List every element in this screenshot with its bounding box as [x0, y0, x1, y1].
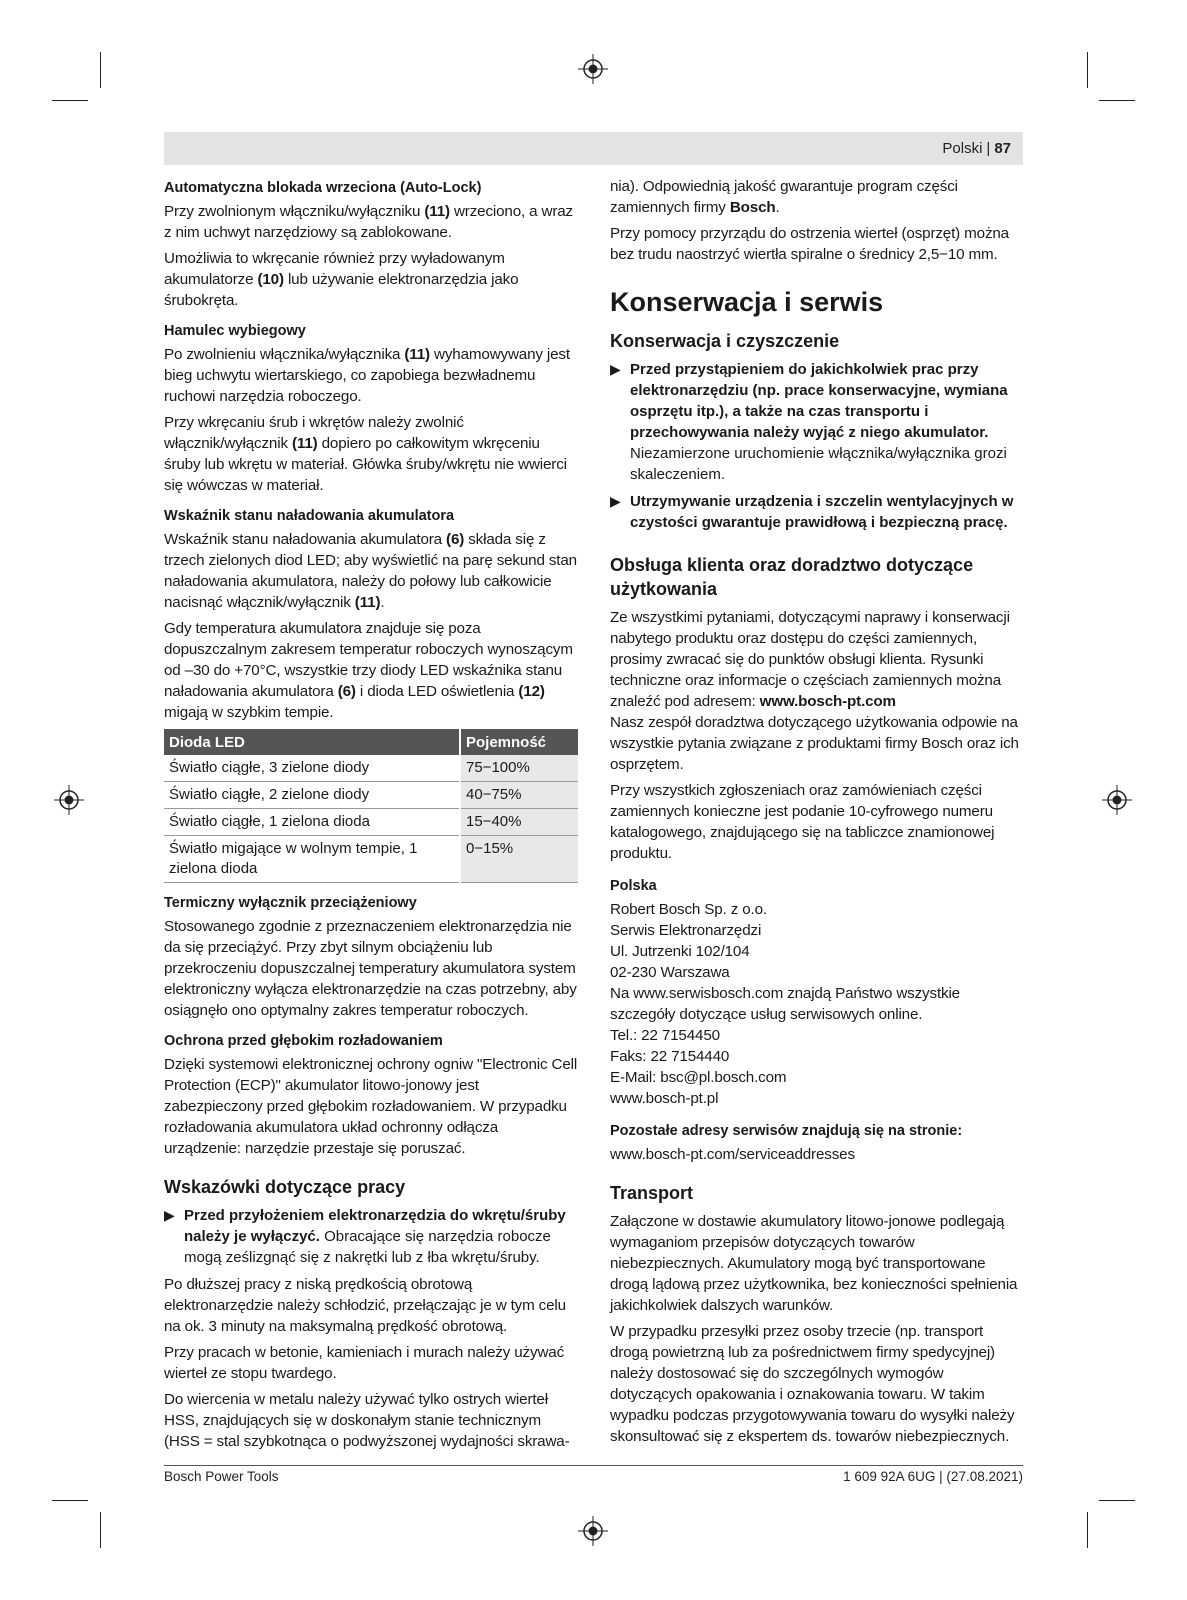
table-row — [164, 809, 578, 836]
chapter-heading: Konserwacja i serwis — [610, 287, 884, 317]
section-heading: Konserwacja i czyszczenie — [610, 331, 840, 351]
section-title: Wskaźnik stanu naładowania akumulatora — [164, 508, 455, 524]
header-text — [942, 140, 1011, 157]
crop-mark — [52, 100, 88, 101]
registration-mark-icon — [578, 54, 608, 84]
triangle-bullet-icon: ▶ — [610, 361, 621, 377]
header-separator: | — [986, 140, 991, 157]
table-cell: Światło ciągłe, 1 zielona dioda — [164, 809, 460, 836]
crop-mark — [52, 1500, 88, 1501]
paragraph: Ze wszystkimi pytaniami, dotyczącymi naprawy i konserwacji nabytego produktu oraz dostępu do części zamiennych, prosimy zwracać się do punktów obsługi klienta. Rysunki techniczne oraz informacje o częściach zamiennych można znaleźć pod adresem: www.bosch-pt.com — [610, 609, 1010, 710]
section-title: Polska — [610, 878, 657, 894]
table-cell: 40−75% — [460, 782, 578, 809]
paragraph: Do wiercenia w metalu należy używać tylko ostrych wierteł HSS, znajdujących się w doskonałym stanie technicznym (HSS = stal szybkotnąca o podwyższonej wydajności skrawa- — [164, 1391, 570, 1450]
table-cell: Światło migające w wolnym tempie, 1 zielona dioda — [164, 836, 460, 883]
paragraph: Przy wkręcaniu śrub i wkrętów należy zwolnić włącznik/wyłącznik (11) dopiero po całkowitym wkręceniu śruby lub wkrętu w materiał. Główka śruby/wkrętu nie wwierci się wówczas w materiał. — [164, 414, 567, 494]
paragraph: Przy wszystkich zgłoszeniach oraz zamówieniach części zamiennych konieczne jest podanie 10-cyfrowego numeru katalogowego, znajdującego się na tabliczce znamionowej produktu. — [610, 782, 995, 862]
paragraph: Przy zwolnionym włączniku/wyłączniku (11) wrzeciono, a wraz z nim uchwyt narzędziowy są zablokowane. — [164, 203, 573, 241]
crop-mark — [1087, 52, 1088, 88]
table-cell: Światło ciągłe, 3 zielone diody — [164, 755, 460, 782]
section-title: Ochrona przed głębokim rozładowaniem — [164, 1033, 443, 1049]
table-header-cell: Dioda LED — [164, 729, 460, 755]
table-cell: 75−100% — [460, 755, 578, 782]
triangle-bullet-icon: ▶ — [610, 493, 621, 509]
table-cell: 15−40% — [460, 809, 578, 836]
left-column — [164, 176, 578, 1457]
table-row — [164, 836, 578, 883]
fax-line: Faks: 22 7154440 — [610, 1048, 730, 1065]
section-title: Pozostałe adresy serwisów znajdują się na stronie: — [610, 1123, 963, 1139]
crop-mark — [100, 52, 101, 88]
table-header-row — [164, 729, 578, 755]
section-heading: Transport — [610, 1183, 694, 1203]
paragraph: Po zwolnieniu włącznika/wyłącznika (11) wyhamowywany jest bieg uchwytu wiertarskiego, co zapobiega bezwładnemu ruchowi narzędzia roboczego. — [164, 346, 570, 405]
crop-mark — [1099, 100, 1135, 101]
paragraph: W przypadku przesyłki przez osoby trzecie (np. transport drogą powietrzną lub za pośrednictwem firmy spedycyjnej) należy dostosować się do szczególnych wymogów dotyczących opakowania i oznakowania towaru. W takim wypadku podczas przygotowywania towaru do wysyłki należy skonsultować się z ekspertem ds. towarów niebezpiecznych. — [610, 1323, 1015, 1445]
paragraph: Gdy temperatura akumulatora znajduje się poza dopuszczalnym zakresem temperatur roboczych wynoszącym od –30 do +70°C, wszystkie trzy diody LED wskaźnika stanu naładowania akumulatora (6) i dioda LED oświetlenia (12) migają w szybkim tempie. — [164, 620, 573, 721]
section-heading: Wskazówki dotyczące pracy — [164, 1177, 406, 1197]
address-line: 02-230 Warszawa — [610, 964, 730, 981]
triangle-bullet-icon: ▶ — [164, 1207, 175, 1223]
registration-mark-icon — [54, 785, 84, 815]
paragraph: nia). Odpowiednią jakość gwarantuje program części zamiennych firmy Bosch. — [610, 178, 958, 216]
bullet-item: ▶ Utrzymywanie urządzenia i szczelin wentylacyjnych w czystości gwarantuje prawidłową i bezpieczną pracę. — [610, 493, 1014, 531]
paragraph: Przy pracach w betonie, kamieniach i murach należy używać wierteł ze stopu twardego. — [164, 1344, 565, 1382]
table-row — [164, 755, 578, 782]
paragraph: Dzięki systemowi elektronicznej ochrony ogniw "Electronic Cell Protection (ECP)" akumulator litowo-jonowy jest zabezpieczony przed głębokim rozładowaniem. W przypadku rozładowania akumulatora układ ochronny odłącza urządzenie: narzędzie przestaje się poruszać. — [164, 1056, 578, 1157]
address-line: Serwis Elektronarzędzi — [610, 922, 762, 939]
address-line: Robert Bosch Sp. z o.o. — [610, 901, 767, 918]
section-heading: Obsługa klienta oraz doradztwo dotyczące użytkowania — [610, 555, 974, 599]
table-header-cell: Pojemność — [460, 729, 578, 755]
led-capacity-table — [164, 729, 578, 883]
page-number: 87 — [994, 140, 1011, 157]
crop-mark — [1087, 1512, 1088, 1548]
paragraph: Umożliwia to wkręcanie również przy wyładowanym akumulatorze (10) lub używanie elektronarzędzia jako śrubokręta. — [164, 250, 519, 309]
paragraph: Wskaźnik stanu naładowania akumulatora (6) składa się z trzech zielonych diod LED; aby wyświetlić na parę sekund stan naładowania akumulatora, należy do połowy lub całkowicie nacisnąć włącznik/wyłącznik (11). — [164, 531, 577, 611]
service-url: www.bosch-pt.com/serviceaddresses — [610, 1146, 855, 1163]
paragraph: Po dłuższej pracy z niską prędkością obrotową elektronarzędzie należy schłodzić, przełączając je w tym celu na ok. 3 minuty na maksymalną prędkość obrotową. — [164, 1276, 566, 1335]
footer-brand: Bosch Power Tools — [164, 1469, 279, 1484]
phone-line: Tel.: 22 7154450 — [610, 1027, 720, 1044]
paragraph: Nasz zespół doradztwa dotyczącego użytkowania odpowie na wszystkie pytania związane z produktami firmy Bosch oraz ich osprzętem. — [610, 714, 1019, 773]
page-header — [164, 132, 1023, 165]
section-title: Hamulec wybiegowy — [164, 323, 306, 339]
email-line: E-Mail: bsc@pl.bosch.com — [610, 1069, 787, 1086]
registration-mark-icon — [1102, 785, 1132, 815]
registration-mark-icon — [578, 1516, 608, 1546]
address-line: Na www.serwisbosch.com znajdą Państwo wszystkie szczegóły dotyczące usług serwisowych online. — [610, 985, 960, 1023]
table-row — [164, 782, 578, 809]
address-line: Ul. Jutrzenki 102/104 — [610, 943, 750, 960]
paragraph: Załączone w dostawie akumulatory litowo-jonowe podlegają wymaganiom przepisów dotyczących towarów niebezpiecznych. Akumulatory mogą być transportowane drogą lądową przez użytkownika, bez konieczności spełnienia jakichkolwiek dalszych warunków. — [610, 1213, 1018, 1314]
header-language: Polski — [942, 140, 983, 157]
footer-divider — [164, 1465, 1023, 1466]
bullet-item: ▶ Przed przyłożeniem elektronarzędzia do wkrętu/śruby należy je wyłączyć. Obracające się narzędzia robocze mogą ześlizgnąć się z nakrętki lub z łba wkrętu/śruby. — [164, 1207, 566, 1266]
paragraph: Stosowanego zgodnie z przeznaczeniem elektronarzędzia nie da się przeciążyć. Przy zbyt silnym obciążeniu lub przekroczeniu dopuszczalnej temperatury akumulatora system elektroniczny wyłącza elektronarzędzie na czas potrzebny, aby osiągnęło ono optymalny zakres temperatur roboczych. — [164, 918, 577, 1019]
website-link[interactable]: www.bosch-pt.com — [759, 693, 896, 710]
crop-mark — [100, 1512, 101, 1548]
bullet-item: ▶ Przed przystąpieniem do jakichkolwiek prac przy elektronarzędziu (np. prace konserwacyjne, wymiana osprzętu itp.), a także na czas transportu i przechowywania należy wyjąć z niego akumulator. Niezamierzone uruchomienie włącznika/wyłącznika grozi skaleczeniem. — [610, 361, 1008, 483]
website-line: www.bosch-pt.pl — [610, 1090, 719, 1107]
paragraph: Przy pomocy przyrządu do ostrzenia wierteł (osprzęt) można bez trudu naostrzyć wiertła spiralne o średnicy 2,5−10 mm. — [610, 225, 1009, 263]
right-column — [610, 176, 1023, 1452]
crop-mark — [1099, 1500, 1135, 1501]
section-title: Automatyczna blokada wrzeciona (Auto-Lock) — [164, 180, 482, 196]
section-title: Termiczny wyłącznik przeciążeniowy — [164, 895, 417, 911]
footer-doc-number: 1 609 92A 6UG | (27.08.2021) — [843, 1469, 1023, 1484]
table-cell: 0−15% — [460, 836, 578, 883]
table-cell: Światło ciągłe, 2 zielone diody — [164, 782, 460, 809]
